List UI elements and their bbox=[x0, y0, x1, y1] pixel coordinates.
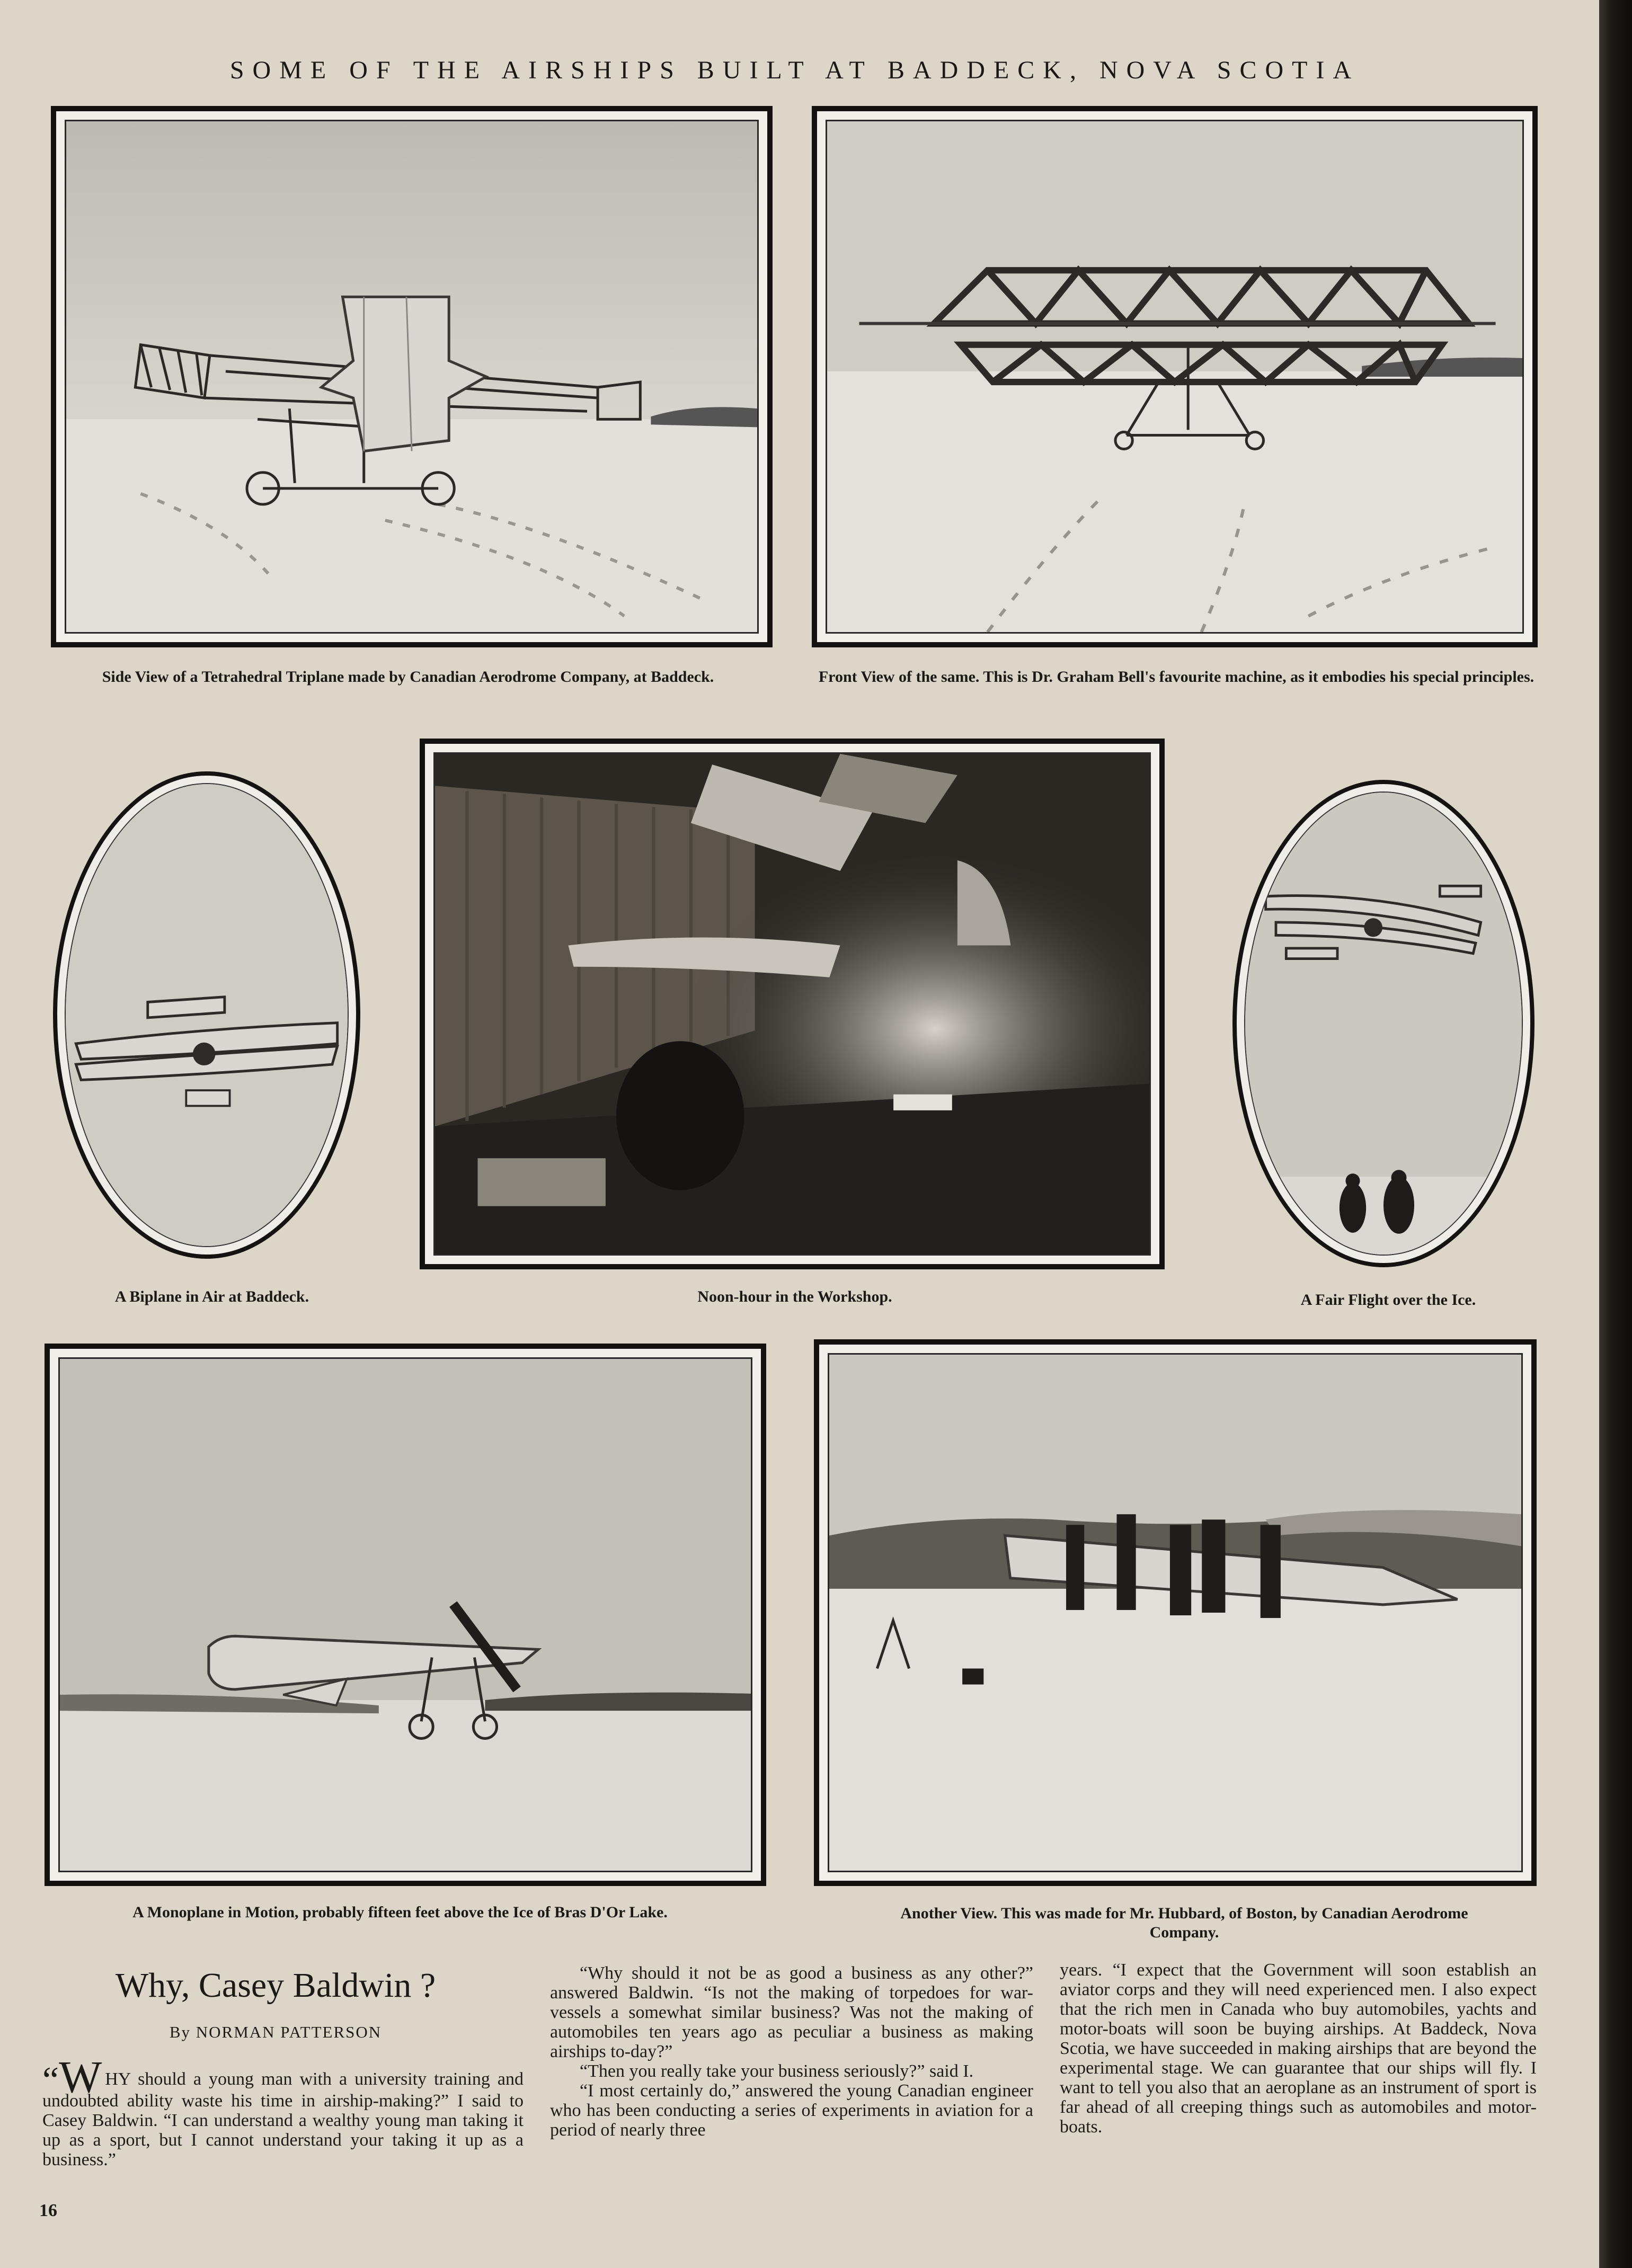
page-masthead: SOME OF THE AIRSHIPS BUILT AT BADDECK, NOVA SCOTIA bbox=[229, 56, 1360, 84]
caption-biplane-air: A Biplane in Air at Baddeck. bbox=[114, 1288, 309, 1305]
article-byline: By NORMAN PATTERSON bbox=[169, 2023, 382, 2041]
triplane-front-image bbox=[827, 121, 1522, 632]
photo-workshop bbox=[420, 739, 1165, 1269]
article-column-1 bbox=[42, 2051, 524, 2169]
monoplane-motion-image bbox=[60, 1359, 751, 1871]
workshop-image bbox=[435, 754, 1149, 1254]
photo-fair-flight bbox=[1232, 780, 1535, 1267]
article-column-3 bbox=[1060, 1960, 1537, 2137]
page-number: 16 bbox=[39, 2201, 57, 2220]
photo-another-view bbox=[814, 1339, 1537, 1886]
photo-triplane-side bbox=[51, 106, 773, 647]
caption-triplane-side: Side View of a Tetrahedral Triplane made by Canadian Aerodrome Company, at Baddeck. bbox=[102, 668, 714, 686]
caption-monoplane-motion: A Monoplane in Motion, probably fifteen feet above the Ice of Bras D'Or Lake. bbox=[132, 1904, 668, 1921]
article-title: Why, Casey Baldwin ? bbox=[115, 1966, 436, 2005]
triplane-side-image bbox=[66, 121, 757, 632]
opening-quote: “ bbox=[42, 2060, 59, 2101]
drop-cap: W bbox=[59, 2051, 102, 2102]
article-column-2 bbox=[550, 1963, 1033, 2140]
biplane-air-image bbox=[66, 784, 348, 1246]
page-gutter bbox=[1599, 0, 1632, 2268]
another-view-image bbox=[829, 1355, 1521, 1871]
caption-triplane-front: Front View of the same. This is Dr. Graham Bell's favourite machine, as it embodies his special principles. bbox=[818, 668, 1535, 686]
caption-another-view: Another View. This was made for Mr. Hubbard, of Boston, by Canadian Aerodrome Company. bbox=[900, 1905, 1468, 1941]
fair-flight-image bbox=[1245, 793, 1522, 1255]
photo-biplane-air bbox=[53, 771, 360, 1259]
article-paragraph: years. “I expect that the Government will soon establish an aviator corps and they will need experienced men. I also expect that the rich men in Canada who buy automobiles, yachts and motor-boats will soon be buying airships. At Baddeck, Nova Scotia, we have succeeded in making airships that are beyond the experimental stage. We can guarantee that our ships will fly. I want to tell you also that an aeroplane as an instrument of sport is far ahead of all creeping things such as automobiles and motor-boats. bbox=[1060, 1960, 1537, 2137]
caption-fair-flight: A Fair Flight over the Ice. bbox=[1300, 1291, 1476, 1309]
photo-triplane-front bbox=[812, 106, 1538, 647]
article-paragraph: “W HY should a young man with a university training and undoubted ability waste his time in airship-making?” I said to Casey Baldwin. “I can understand a wealthy young man taking it up as a sport, but I cannot understand your taking it up as a business.” bbox=[42, 2051, 524, 2169]
article-paragraph: “Then you really take your business seriously?” said I. bbox=[580, 2061, 974, 2081]
article-paragraph: “I most certainly do,” answered the young Canadian engineer who has been conducting a series of experiments in aviation for a period of nearly three bbox=[550, 2081, 1033, 2140]
article-paragraph: “Why should it not be as good a business as any other?” answered Baldwin. “Is not the making of torpedoes for war-vessels a somewhat similar business? Was not the making of automobiles ten years ago as peculiar a business as making airships to-day?” bbox=[550, 1963, 1033, 2061]
caption-workshop: Noon-hour in the Workshop. bbox=[697, 1288, 892, 1305]
photo-monoplane-motion bbox=[45, 1344, 766, 1886]
